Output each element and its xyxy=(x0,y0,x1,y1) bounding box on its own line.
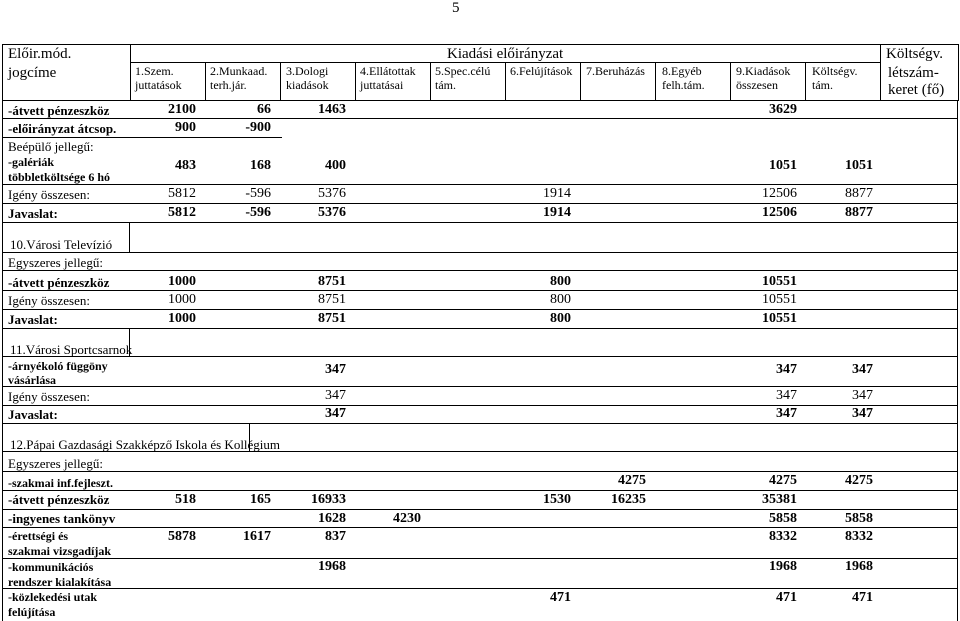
cell-c10: 1051 xyxy=(845,158,873,173)
cell-c9: 10551 xyxy=(762,311,797,326)
row-label-2: szakmai vizsgadíjak xyxy=(8,544,112,558)
row-label-1: -árnyékoló függöny xyxy=(8,359,108,373)
col6-header-l1: 6.Felújítások xyxy=(510,64,573,78)
cell-c10: 8877 xyxy=(845,205,873,220)
row-label: Igény összesen: xyxy=(8,187,90,202)
cell-c9: 347 xyxy=(776,362,797,377)
cell-c4: 4230 xyxy=(393,511,421,526)
col7-header-l1: 7.Beruházás xyxy=(586,64,645,78)
cell-c3: 400 xyxy=(325,158,346,173)
cell-c2: -900 xyxy=(245,120,271,135)
cell-c2: 1617 xyxy=(243,529,271,544)
col10-header-l1: Költségv. xyxy=(812,64,858,78)
row-label: Beépülő jellegű: xyxy=(8,139,94,154)
cell-c1: 5812 xyxy=(168,205,196,220)
cell-c1: 1000 xyxy=(168,311,196,326)
cell-c3: 1628 xyxy=(318,511,346,526)
cell-c7: 1914 xyxy=(543,186,571,201)
col9-header-l2: összesen xyxy=(736,78,778,92)
cell-c1: 5812 xyxy=(168,186,196,201)
cell-c10: 5858 xyxy=(845,511,873,526)
cell-c3: 347 xyxy=(325,388,346,403)
col2-header-l2: terh.jár. xyxy=(210,78,247,92)
cell-c2: -596 xyxy=(245,205,271,220)
row-label-1: -galériák xyxy=(8,155,54,169)
row-label: -ingyenes tankönyv xyxy=(8,511,116,526)
row-label-2: vásárlása xyxy=(8,373,56,387)
cell-c10: 4275 xyxy=(845,473,873,488)
col4-header-l2: juttatásai xyxy=(360,78,404,92)
cell-c3: 347 xyxy=(325,406,346,421)
page-number: 5 xyxy=(452,0,460,16)
cell-c9: 1051 xyxy=(769,158,797,173)
cell-c2: 165 xyxy=(250,492,271,507)
header-group-title: Kiadási előirányzat xyxy=(447,46,564,62)
cell-c10: 8332 xyxy=(845,529,873,544)
cell-c9: 3629 xyxy=(769,102,797,117)
header-last-line1: Költségv. xyxy=(886,46,943,62)
section-title: 11.Városi Sportcsarnok xyxy=(10,342,133,357)
cell-c9: 12506 xyxy=(762,205,797,220)
cell-c9: 471 xyxy=(776,590,797,605)
row-label: -átvett pénzeszköz xyxy=(8,275,110,290)
row-label-2: többletköltsége 6 hó xyxy=(8,170,110,184)
cell-c9: 347 xyxy=(776,388,797,403)
cell-c1: 2100 xyxy=(168,102,196,117)
col1-header-l1: 1.Szem. xyxy=(135,64,174,78)
cell-c10: 347 xyxy=(852,388,873,403)
col3-header-l2: kiadások xyxy=(286,78,329,92)
row-label: -átvett pénzeszköz xyxy=(8,492,110,507)
cell-c3: 347 xyxy=(325,362,346,377)
col4-header-l1: 4.Ellátottak xyxy=(360,64,416,78)
header-col0-line2: jogcíme xyxy=(8,65,57,81)
cell-c7: 1914 xyxy=(543,205,571,220)
cell-c2: 168 xyxy=(250,158,271,173)
row-label-2: felújítása xyxy=(8,605,56,619)
cell-c3: 837 xyxy=(325,529,346,544)
cell-c3: 5376 xyxy=(318,186,346,201)
col2-header-l1: 2.Munkaad. xyxy=(210,64,268,78)
cell-c3: 8751 xyxy=(318,311,346,326)
row-label: Igény összesen: xyxy=(8,293,90,308)
section-title: 12.Pápai Gazdasági Szakképző Iskola és Kollégium xyxy=(10,437,281,452)
cell-c1: 1000 xyxy=(168,292,196,307)
cell-c10: 471 xyxy=(852,590,873,605)
row-label: -előirányzat átcsop. xyxy=(8,121,117,136)
cell-c1: 1000 xyxy=(168,274,196,289)
cell-c9: 12506 xyxy=(762,186,797,201)
header-last-line3: keret (fő) xyxy=(888,82,945,98)
cell-c9: 5858 xyxy=(769,511,797,526)
col5-header-l1: 5.Spec.célú xyxy=(435,64,491,78)
cell-c3: 1968 xyxy=(318,559,346,574)
section-title: 10.Városi Televízió xyxy=(10,237,113,252)
cell-c7: 471 xyxy=(550,590,571,605)
cell-c10: 8877 xyxy=(845,186,873,201)
col5-header-l2: tám. xyxy=(435,78,456,92)
cell-c3: 5376 xyxy=(318,205,346,220)
cell-c9: 8332 xyxy=(769,529,797,544)
col1-header-l2: juttatások xyxy=(135,78,182,92)
cell-c7: 800 xyxy=(550,274,571,289)
cell-c3: 1463 xyxy=(318,102,346,117)
cell-c9: 10551 xyxy=(762,274,797,289)
cell-c9: 4275 xyxy=(769,473,797,488)
header-last-line2: létszám- xyxy=(888,65,939,81)
cell-c7: 800 xyxy=(550,292,571,307)
cell-c8: 16235 xyxy=(611,492,646,507)
col9-header-l1: 9.Kiadások xyxy=(736,64,791,78)
cell-c1: 518 xyxy=(175,492,196,507)
cell-c9: 347 xyxy=(776,406,797,421)
row-label-2: rendszer kialakítása xyxy=(8,575,112,589)
cell-c9: 1968 xyxy=(769,559,797,574)
cell-c10: 347 xyxy=(852,362,873,377)
cell-c10: 347 xyxy=(852,406,873,421)
row-label: Javaslat: xyxy=(8,206,58,221)
col10-header-l2: tám. xyxy=(812,78,833,92)
cell-c7: 1530 xyxy=(543,492,571,507)
cell-c3: 16933 xyxy=(311,492,346,507)
row-label-1: -közlekedési utak xyxy=(8,590,98,604)
header-col0-line1: Előir.mód. xyxy=(8,46,72,62)
cell-c3: 8751 xyxy=(318,292,346,307)
row-label-1: -érettségi és xyxy=(8,529,69,543)
cell-c9: 35381 xyxy=(762,492,797,507)
cell-c8: 4275 xyxy=(618,473,646,488)
cell-c1: 900 xyxy=(175,120,196,135)
row-label: -szakmai inf.fejleszt. xyxy=(8,476,113,490)
col8-header-l2: felh.tám. xyxy=(662,78,705,92)
row-label: Igény összesen: xyxy=(8,389,90,404)
cell-c9: 10551 xyxy=(762,292,797,307)
row-label: Egyszeres jellegű: xyxy=(8,255,103,270)
cell-c1: 483 xyxy=(175,158,196,173)
row-label: Javaslat: xyxy=(8,312,58,327)
cell-c3: 8751 xyxy=(318,274,346,289)
row-label: Javaslat: xyxy=(8,407,58,422)
row-label: Egyszeres jellegű: xyxy=(8,456,103,471)
cell-c10: 1968 xyxy=(845,559,873,574)
cell-c1: 5878 xyxy=(168,529,196,544)
col8-header-l1: 8.Egyéb xyxy=(662,64,702,78)
cell-c2: -596 xyxy=(245,186,271,201)
col3-header-l1: 3.Dologi xyxy=(286,64,329,78)
cell-c7: 800 xyxy=(550,311,571,326)
row-label-1: -kommunikációs xyxy=(8,560,94,574)
cell-c2: 66 xyxy=(257,102,271,117)
row-label: -átvett pénzeszköz xyxy=(8,103,110,118)
